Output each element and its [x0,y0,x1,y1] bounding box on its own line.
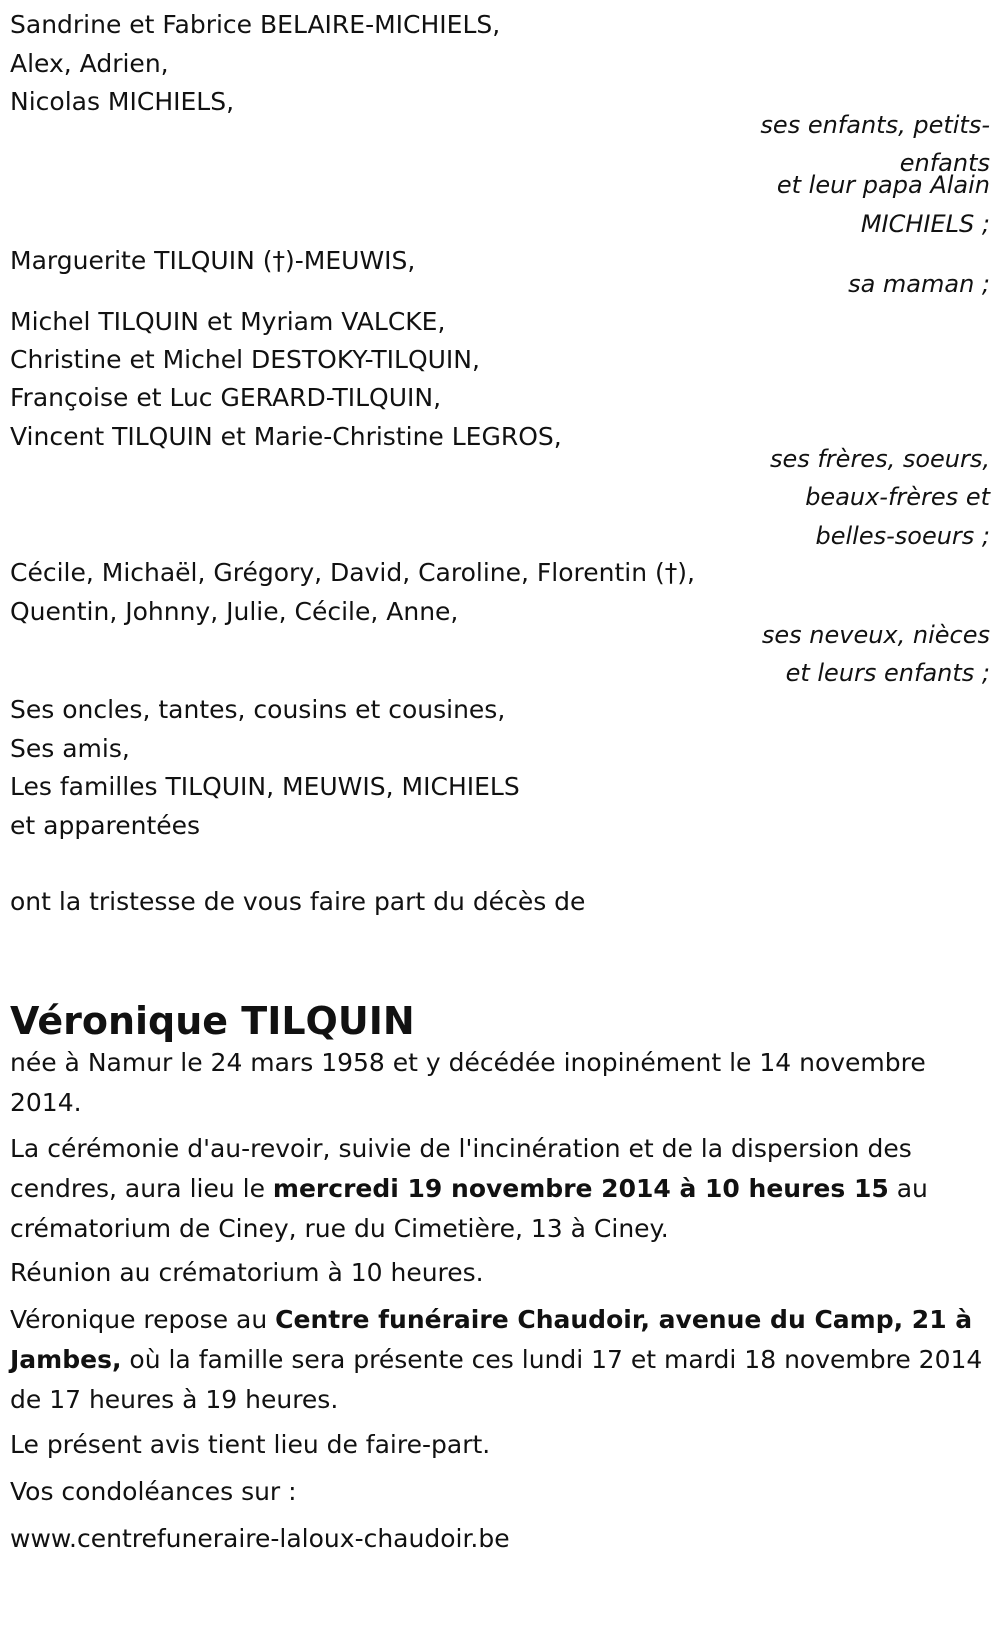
family-line-12: Ses amis, [10,734,130,763]
ceremony-text-before: La cérémonie d'au-revoir, suivie de l'incinération et de la dispersion des cendres, aura lieu le [10,1134,912,1203]
family-line-9: Cécile, Michaël, Grégory, David, Caroline, Florentin (†), [10,558,695,587]
notice-paragraph: Le présent avis tient lieu de faire-part. [10,1430,491,1459]
family-line-10: Quentin, Johnny, Julie, Cécile, Anne, [10,597,459,626]
announcement: ont la tristesse de vous faire part du décès de [10,887,586,916]
relation-children-2: enfants [899,149,990,177]
birth-death-paragraph: née à Namur le 24 mars 1958 et y décédée inopinément le 14 novembre 2014. [10,1048,926,1117]
rest-place: Centre funéraire Chaudoir, avenue du Camp, 21 à Jambes, [10,1305,973,1374]
relation-mother: sa maman ; [848,270,990,298]
condolences-label: Vos condoléances sur : [10,1477,297,1506]
relation-siblings-1: ses frères, soeurs, [769,445,990,473]
deceased-name: Véronique TILQUIN [10,999,415,1043]
rest-text-after: où la famille sera présente ces lundi 17 et mardi 18 novembre 2014 de 17 heures à 19 heures. [10,1345,983,1414]
family-line-14: et apparentées [10,811,201,840]
ceremony-text-after: au crématorium de Ciney, rue du Cimetière, 13 à Ciney. [10,1174,928,1243]
relation-children-1: ses enfants, petits- [760,111,990,139]
ceremony-paragraph [10,1129,985,1249]
relation-nephews-1: ses neveux, nièces [761,621,990,649]
website-link[interactable]: www.centrefuneraire-laloux-chaudoir.be [10,1524,510,1553]
family-line-11: Ses oncles, tantes, cousins et cousines, [10,695,506,724]
family-line-13: Les familles TILQUIN, MEUWIS, MICHIELS [10,772,520,801]
relation-nephews-2: et leurs enfants ; [785,659,990,687]
family-line-7: Françoise et Luc GERARD-TILQUIN, [10,383,442,412]
family-line-3: Nicolas MICHIELS, [10,87,235,116]
family-line-2: Alex, Adrien, [10,49,169,78]
rest-text-before: Véronique repose au [10,1305,276,1334]
family-line-6: Christine et Michel DESTOKY-TILQUIN, [10,345,480,374]
ceremony-date: mercredi 19 novembre 2014 à 10 heures 15 [272,1174,889,1203]
relation-children-3: et leur papa Alain [776,171,990,199]
rest-paragraph [10,1300,985,1420]
family-line-4: Marguerite TILQUIN (†)-MEUWIS, [10,246,416,275]
family-line-8: Vincent TILQUIN et Marie-Christine LEGROS, [10,422,562,451]
relation-siblings-3: belles-soeurs ; [815,522,990,550]
relation-children-4: MICHIELS ; [860,210,990,238]
meeting-paragraph: Réunion au crématorium à 10 heures. [10,1258,484,1287]
family-line-5: Michel TILQUIN et Myriam VALCKE, [10,307,446,336]
family-line-1: Sandrine et Fabrice BELAIRE-MICHIELS, [10,10,501,39]
relation-siblings-2: beaux-frères et [805,483,990,511]
